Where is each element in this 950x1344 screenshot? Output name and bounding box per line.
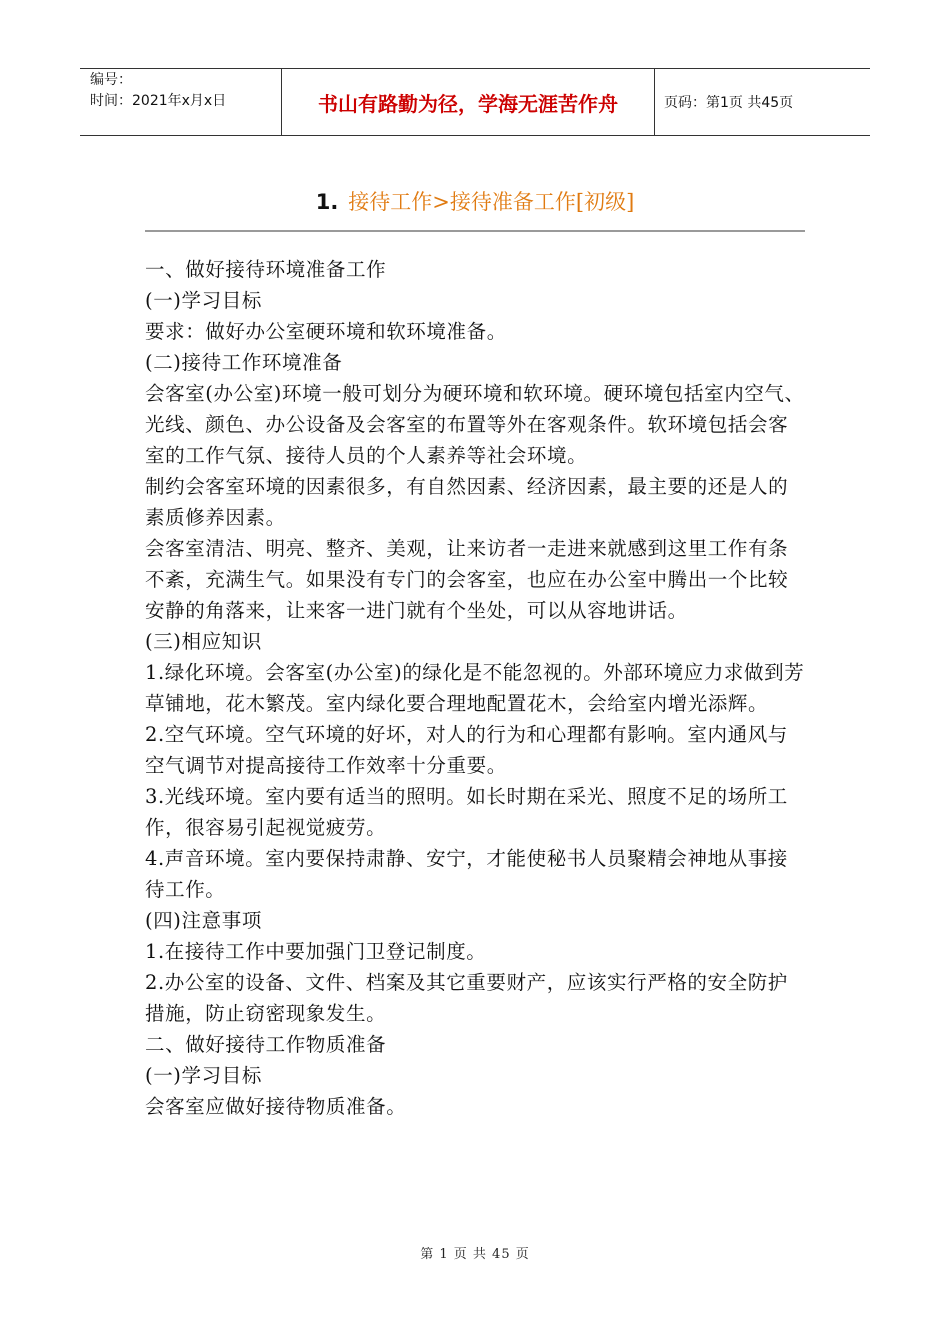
list-item: 2.办公室的设备、文件、档案及其它重要财产，应该实行严格的安全防护措施，防止窃密现象发生。 <box>145 971 788 1025</box>
header-number-label: 编号： <box>90 72 132 88</box>
list-item: 3.光线环境。室内要有适当的照明。如长时期在采光、照度不足的场所工作，很容易引起视觉疲劳。 <box>145 785 788 839</box>
paragraph: 会客室(办公室)环境一般可划分为硬环境和软环境。硬环境包括室内空气、光线、颜色、办公设备及会客室的布置等外在客观条件。软环境包括会客室的工作气氛、接待人员的个人素养等社会环境。 <box>145 382 805 467</box>
list-item: 1.在接待工作中要加强门卫登记制度。 <box>145 940 487 963</box>
subsection-heading: (三)相应知识 <box>145 630 262 653</box>
subsection-heading: (四)注意事项 <box>145 909 262 932</box>
document-title-number: 1. <box>315 190 339 214</box>
page-footer: 第 1 页 共 45 页 <box>420 1247 530 1262</box>
list-item: 2.空气环境。空气环境的好坏，对人的行为和心理都有影响。室内通风与空气调节对提高接待工作效率十分重要。 <box>145 723 788 777</box>
paragraph: 制约会客室环境的因素很多，有自然因素、经济因素，最主要的还是人的素质修养因素。 <box>145 475 789 529</box>
header-bottom-rule <box>80 135 870 136</box>
paragraph: 会客室应做好接待物质准备。 <box>145 1095 407 1118</box>
header-time-label: 时间：2021年x月x日 <box>90 93 227 109</box>
document-body <box>145 254 807 1122</box>
subsection-heading: (一)学习目标 <box>145 289 262 312</box>
paragraph: 要求：做好办公室硬环境和软环境准备。 <box>145 320 507 343</box>
header-divider-right <box>654 68 655 135</box>
header-meta <box>90 70 226 112</box>
document-title-text: 接待工作>接待准备工作[初级] <box>348 190 635 214</box>
header-motto: 书山有路勤为径，学海无涯苦作舟 <box>318 92 618 116</box>
document-title <box>145 187 805 217</box>
subsection-heading: (二)接待工作环境准备 <box>145 351 343 374</box>
section-heading-1: 一、做好接待环境准备工作 <box>145 258 387 281</box>
header-page-info: 页码：第1页 共45页 <box>664 95 794 111</box>
subsection-heading: (一)学习目标 <box>145 1064 262 1087</box>
header-top-rule <box>80 68 870 69</box>
list-item: 4.声音环境。室内要保持肃静、安宁，才能使秘书人员聚精会神地从事接待工作。 <box>145 847 788 901</box>
paragraph: 会客室清洁、明亮、整齐、美观，让来访者一走进来就感到这里工作有条不紊，充满生气。如果没有专门的会客室，也应在办公室中腾出一个比较安静的角落来，让来客一进门就有个坐处，可以从容地讲话。 <box>145 537 789 622</box>
title-underline-rule <box>145 230 805 232</box>
section-heading-2: 二、做好接待工作物质准备 <box>145 1033 387 1056</box>
list-item: 1.绿化环境。会客室(办公室)的绿化是不能忽视的。外部环境应力求做到芳草铺地，花木繁茂。室内绿化要合理地配置花木，会给室内增光添辉。 <box>145 661 805 715</box>
